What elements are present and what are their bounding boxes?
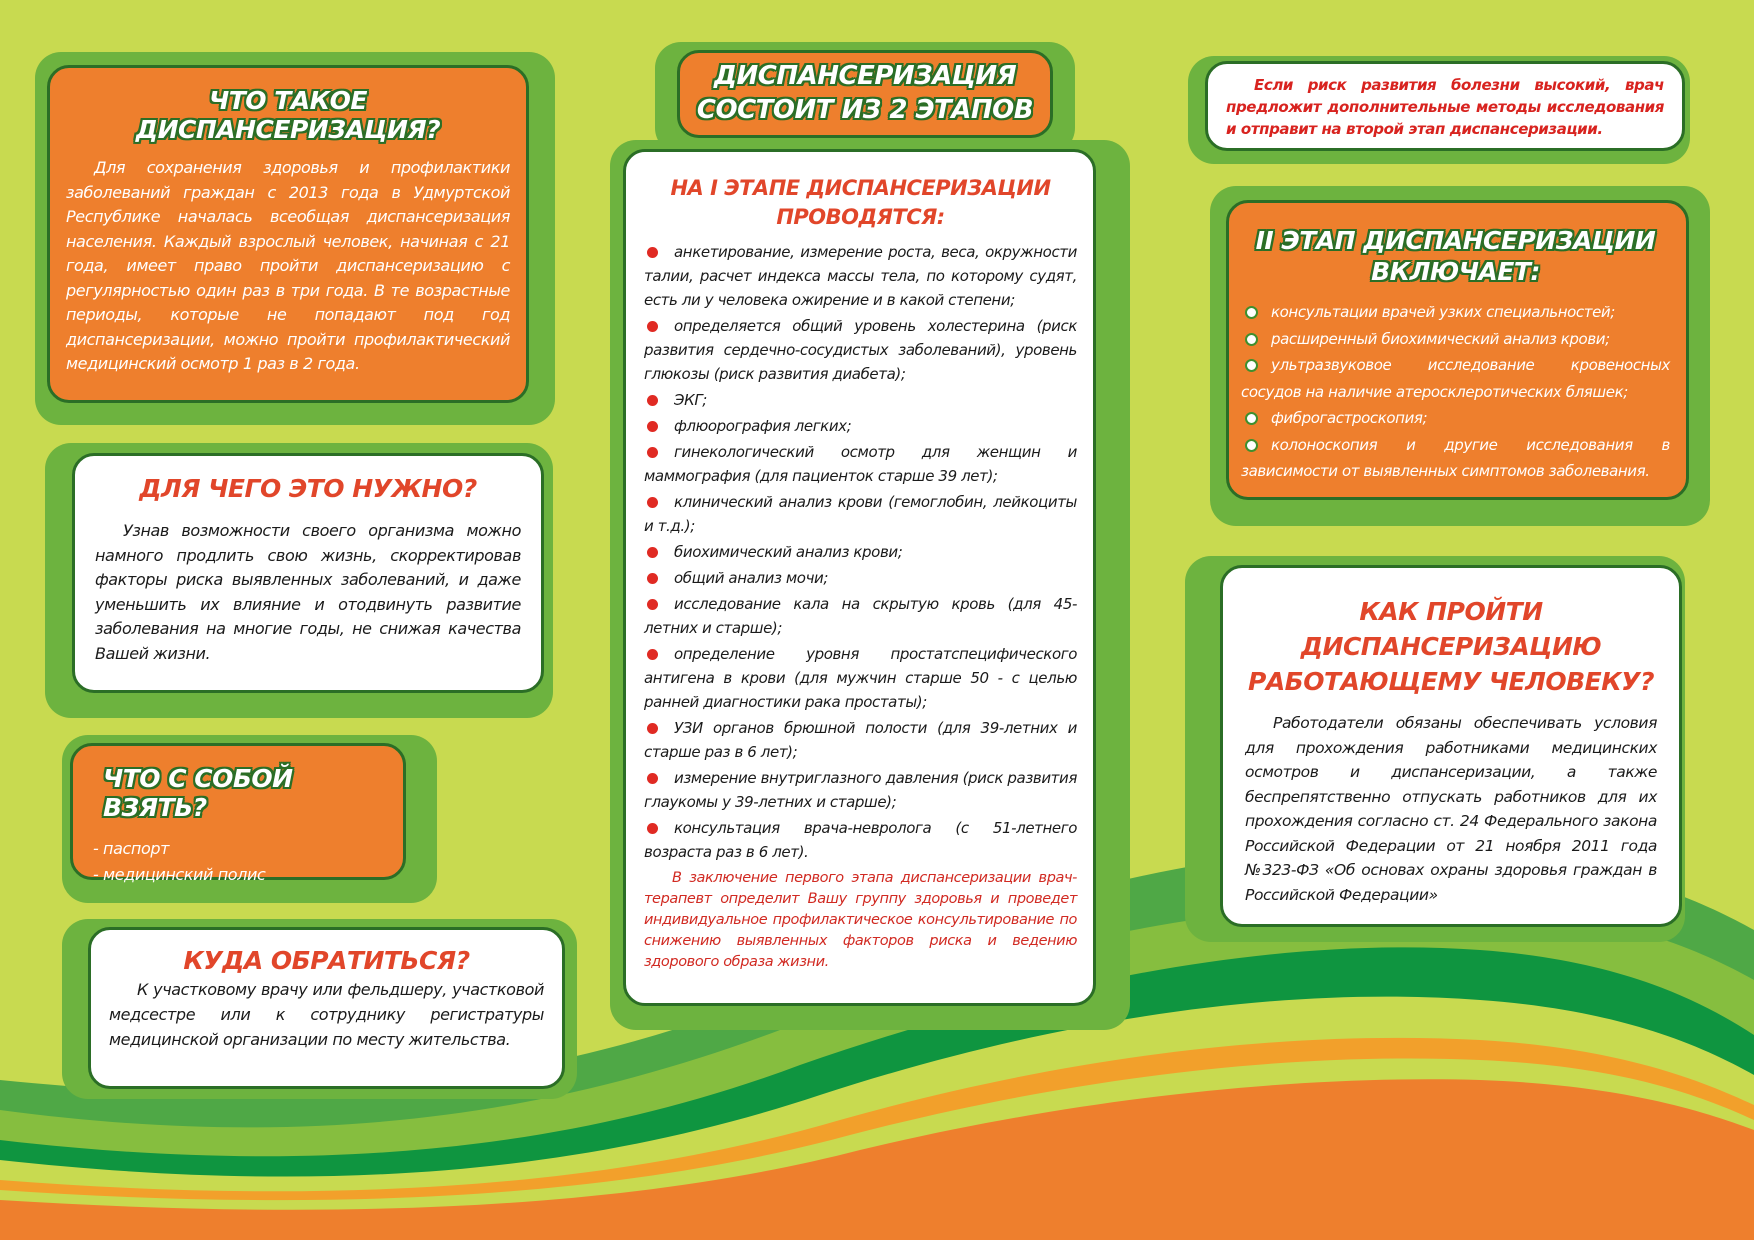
stage2-title-line1: II ЭТАП ДИСПАНСЕРИЗАЦИИ: [1255, 226, 1656, 255]
where-text: К участковому врачу или фельдшеру, участковой медсестре или к сотруднику регистратуры медицинской организации по месту жительства.: [109, 980, 544, 1049]
green-bullet-icon: [1245, 333, 1258, 346]
red-bullet-icon: [647, 723, 658, 734]
red-bullet-icon: [647, 599, 658, 610]
red-bullet-icon: [647, 321, 658, 332]
bring-item-passport: - паспорт: [93, 839, 170, 858]
stage1-item: общий анализ мочи;: [644, 566, 1077, 590]
red-bullet-icon: [647, 421, 658, 432]
red-bullet-icon: [647, 573, 658, 584]
stage2-item: фиброгастроскопия;: [1241, 405, 1670, 432]
bring-title: ЧТО С СОБОЙ ВЗЯТЬ?: [103, 764, 293, 822]
bring-item-policy: - медицинский полис: [93, 865, 266, 884]
stage1-item: определение уровня простатспецифического антигена в крови (для мужчин старше 50 - с целью ранней диагностики рака простаты);: [644, 645, 1077, 711]
stage1-item: исследование кала на скрытую кровь (для 45-летних и старше);: [644, 595, 1077, 637]
stage2-item: ультразвуковое исследование кровеносных сосудов на наличие атеросклеротических бляшек;: [1241, 356, 1670, 401]
stage1-item: консультация врача-невролога (с 51-летнего возраста раз в 6 лет).: [644, 819, 1077, 861]
stage1-conclusion: В заключение первого этапа диспансеризации врач-терапевт определит Вашу группу здоровья и проведет индивидуальное профилактическое консультирование по снижению выявленных факторов риска и ведению здорового образа жизни.: [644, 870, 1077, 970]
where-card: [88, 927, 565, 1089]
working-card: [1220, 565, 1682, 927]
stage1-item: гинекологический осмотр для женщин и маммография (для пациенток старше 39 лет);: [644, 443, 1077, 485]
working-text: Работодатели обязаны обеспечивать условия для прохождения работниками медицинских осмотров и диспансеризации, а также беспрепятственно отпускать работников для их прохождения согласно ст. 24 Федерального закона Российской Федерации от 21 ноября 2011 года №323-ФЗ «Об основах охраны здоровья граждан в Российской Федерации»: [1245, 714, 1657, 904]
stage1-item: УЗИ органов брюшной полости (для 39-летних и старше раз в 6 лет);: [644, 719, 1077, 761]
why-title: ДЛЯ ЧЕГО ЭТО НУЖНО?: [139, 474, 477, 503]
stage1-item: анкетирование, измерение роста, веса, окружности талии, расчет индекса массы тела, по которому судят, есть ли у человека ожирение и в какой степени;: [644, 243, 1077, 309]
risk-note-card: [1205, 61, 1685, 151]
green-bullet-icon: [1245, 359, 1258, 372]
red-bullet-icon: [647, 773, 658, 784]
stage1-item: измерение внутриглазного давления (риск развития глаукомы у 39-летних и старше);: [644, 769, 1077, 811]
red-bullet-icon: [647, 447, 658, 458]
red-bullet-icon: [647, 649, 658, 660]
stage1-title-line1: НА I ЭТАПЕ ДИСПАНСЕРИЗАЦИИ: [670, 176, 1051, 200]
red-bullet-icon: [647, 395, 658, 406]
stage2-item: колоноскопия и другие исследования в зависимости от выявленных симптомов заболевания.: [1241, 435, 1670, 480]
stage1-item: биохимический анализ крови;: [644, 540, 1077, 564]
green-bullet-icon: [1245, 439, 1258, 452]
stage1-item: флюорография легких;: [644, 414, 1077, 438]
stage2-item: расширенный биохимический анализ крови;: [1241, 326, 1670, 353]
green-bullet-icon: [1245, 412, 1258, 425]
stage1-item: клинический анализ крови (гемоглобин, лейкоциты и т.д.);: [644, 493, 1077, 535]
where-title: КУДА ОБРАТИТЬСЯ?: [183, 946, 470, 975]
stage2-list: [1241, 299, 1670, 485]
why-text: Узнав возможности своего организма можно намного продлить свою жизнь, скорректировав факторы риска выявленных заболеваний, и даже уменьшить их влияние и отодвинуть развитие заболевания на многие годы, не снижая качества Вашей жизни.: [95, 521, 521, 663]
why-card: [72, 453, 544, 693]
stages-header-line2: СОСТОИТ ИЗ 2 ЭТАПОВ: [696, 95, 1034, 125]
red-bullet-icon: [647, 823, 658, 834]
red-bullet-icon: [647, 247, 658, 258]
bring-card: [70, 743, 406, 884]
what-is-text: Для сохранения здоровья и профилактики заболеваний граждан с 2013 года в Удмуртской Республике началась всеобщая диспансеризация населения. Каждый взрослый человек, начиная с 21 года, имеет право пройти диспансеризацию с регулярностью один раз в три года. В те возрастные периоды, которые не попадают под год диспансеризации, можно пройти профилактический медицинский осмотр 1 раз в 2 года.: [66, 158, 510, 373]
stage1-card: [623, 149, 1096, 1006]
stage2-title-line2: ВКЛЮЧАЕТ:: [1371, 257, 1540, 286]
stage1-item: определяется общий уровень холестерина (риск развития сердечно-сосудистых заболеваний), уровень глюкозы (риск развития диабета);: [644, 317, 1077, 383]
stages-header-line1: ДИСПАНСЕРИЗАЦИЯ: [713, 61, 1017, 91]
stage1-list: [644, 240, 1077, 864]
what-is-card: [47, 65, 529, 403]
red-bullet-icon: [647, 547, 658, 558]
working-title-line1: КАК ПРОЙТИ: [1359, 597, 1543, 626]
stage1-title-line2: ПРОВОДЯТСЯ:: [776, 205, 945, 229]
what-is-title: ЧТО ТАКОЕ ДИСПАНСЕРИЗАЦИЯ?: [135, 86, 441, 144]
red-bullet-icon: [647, 497, 658, 508]
working-title-line3: РАБОТАЮЩЕМУ ЧЕЛОВЕКУ?: [1248, 667, 1654, 696]
stages-header-card: [677, 50, 1053, 138]
stage2-card: [1226, 200, 1689, 500]
working-title-line2: ДИСПАНСЕРИЗАЦИЮ: [1300, 632, 1602, 661]
risk-note-text: Если риск развития болезни высокий, врач предложит дополнительные методы исследования и отправит на второй этап диспансеризации.: [1226, 76, 1664, 138]
stage2-item: консультации врачей узких специальностей;: [1241, 299, 1670, 326]
stage1-item: ЭКГ;: [644, 388, 1077, 412]
bring-list: [93, 836, 383, 888]
green-bullet-icon: [1245, 306, 1258, 319]
